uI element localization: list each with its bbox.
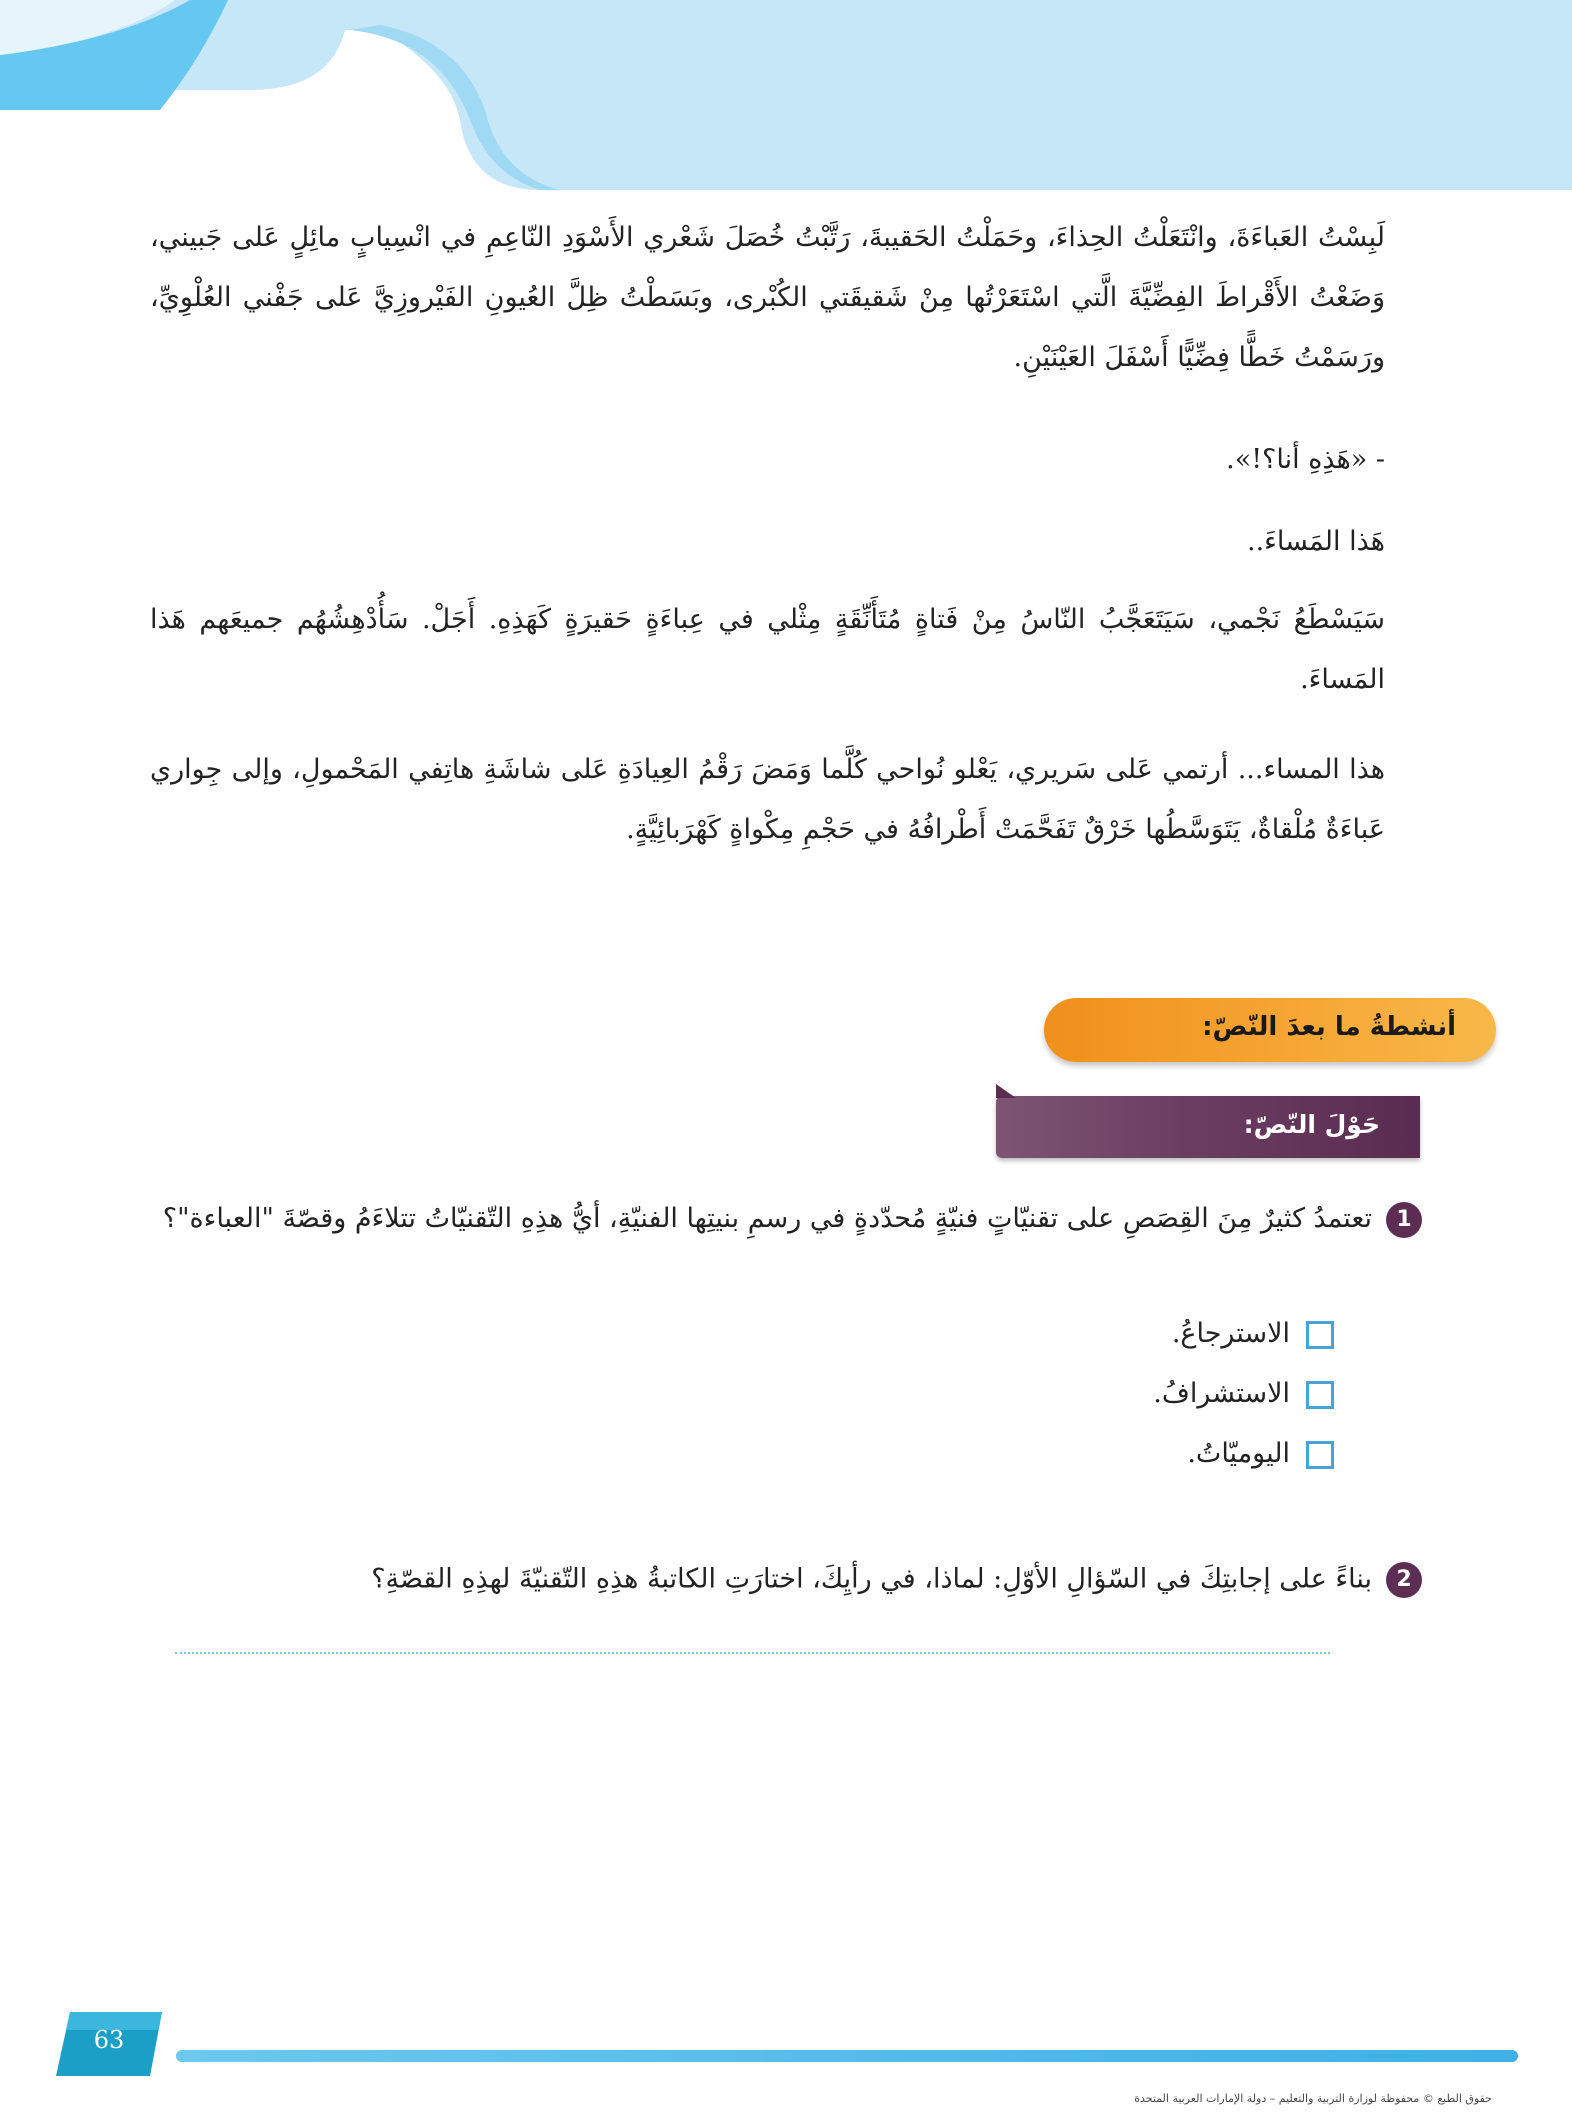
story-paragraph-4: سَيَسْطَعُ نَجْمي، سَيَتَعَجَّبُ النّاسُ مِنْ فَتاةٍ مُتَأَنِّقَةٍ مِثْلي في عِباءَةٍ حَقيرَةٍ كَهَذِهِ. أَجَلْ. سَأُدْهِشُهُم جميعَهم هَذا المَساءَ. — [150, 604, 1385, 695]
story-paragraph-5: هذا المساء... أرتمي عَلى سَريري، يَعْلو نُواحي كُلَّما وَمَضَ رَقْمُ العِيادَةِ عَلى شاشَةِ هاتِفي المَحْمولِ، وإلى جِواري عَباءَةٌ مُلْقاةٌ، يَتَوَسَّطُها خَرْقٌ تَفَحَّمَتْ أَطْرافُهُ في حَجْمِ مِكْواةٍ كَهْرَبائِيَّةٍ. — [150, 754, 1385, 845]
story-paragraph-2: - «هَذِهِ أنا؟!». — [1226, 444, 1385, 475]
option-1[interactable] — [1172, 1318, 1334, 1349]
story-paragraph-1: لَبِسْتُ العَباءَةَ، وانْتَعَلْتُ الحِذاءَ، وحَمَلْتُ الحَقيبةَ، رَتَّبْتُ خُصَلَ شَعْري الأَسْوَدِ النّاعِمِ في انْسِيابٍ مائِلٍ عَلى جَبيني، وَضَعْتُ الأَقْراطَ الفِضِّيَّةَ الَّتي اسْتَعَرْتُها مِنْ شَقيقَتي الكُبْرى، وبَسَطْتُ ظِلَّ العُيونِ الفَيْروزِيَّ عَلى جَفْني العُلْوِيِّ، ورَسَمْتُ خَطًّا فِضِّيًّا أَسْفَلَ العَيْنَيْنِ. — [150, 222, 1385, 373]
option-3-label: اليوميّاتُ. — [1187, 1438, 1290, 1469]
question-1-text: تعتمدُ كثيرٌ مِنَ القِصَصِ على تقنيّاتٍ فنيّةٍ مُحدّدةٍ في رسمِ بنيتِها الفنيّةِ، أيُّ هذِهِ التّقنيّاتُ تتلاءَمُ وقصّةَ "العباءة"؟ — [162, 1203, 1372, 1234]
option-2[interactable] — [1153, 1378, 1334, 1409]
question-2-number: 2 — [1386, 1562, 1422, 1598]
header-decoration — [0, 0, 1572, 190]
activities-header — [1044, 998, 1496, 1062]
answer-line[interactable] — [175, 1652, 1330, 1654]
about-text-title: حَوْلَ النّصّ: — [1243, 1110, 1380, 1139]
question-1 — [150, 1192, 1422, 1246]
option-3[interactable] — [1187, 1438, 1334, 1469]
activities-title: أنشطةُ ما بعدَ النّصّ: — [1202, 1012, 1456, 1042]
option-1-label: الاسترجاعُ. — [1171, 1318, 1290, 1349]
option-2-checkbox[interactable] — [1306, 1381, 1334, 1409]
about-text-header — [996, 1096, 1420, 1158]
question-1-number: 1 — [1386, 1202, 1422, 1238]
story-paragraph-3: هَذا المَساءَ.. — [1246, 526, 1385, 557]
page-number: 63 — [93, 2026, 125, 2054]
option-2-label: الاستشرافُ. — [1153, 1378, 1290, 1409]
option-1-checkbox[interactable] — [1306, 1321, 1334, 1349]
question-2 — [371, 1562, 1422, 1598]
option-3-checkbox[interactable] — [1306, 1441, 1334, 1469]
footer-bar — [176, 2050, 1518, 2062]
question-2-text: بناءً على إجابتِكَ في السّؤالِ الأوّلِ: لماذا، في رأيِكَ، اختارَتِ الكاتبةُ هذِهِ التّقنيّةَ لهذِهِ القصّةِ؟ — [371, 1563, 1372, 1595]
copyright-notice: حقوق الطبع © محفوظة لوزارة التربية والتعليم – دولة الإمارات العربية المتحدة — [1134, 2092, 1492, 2105]
